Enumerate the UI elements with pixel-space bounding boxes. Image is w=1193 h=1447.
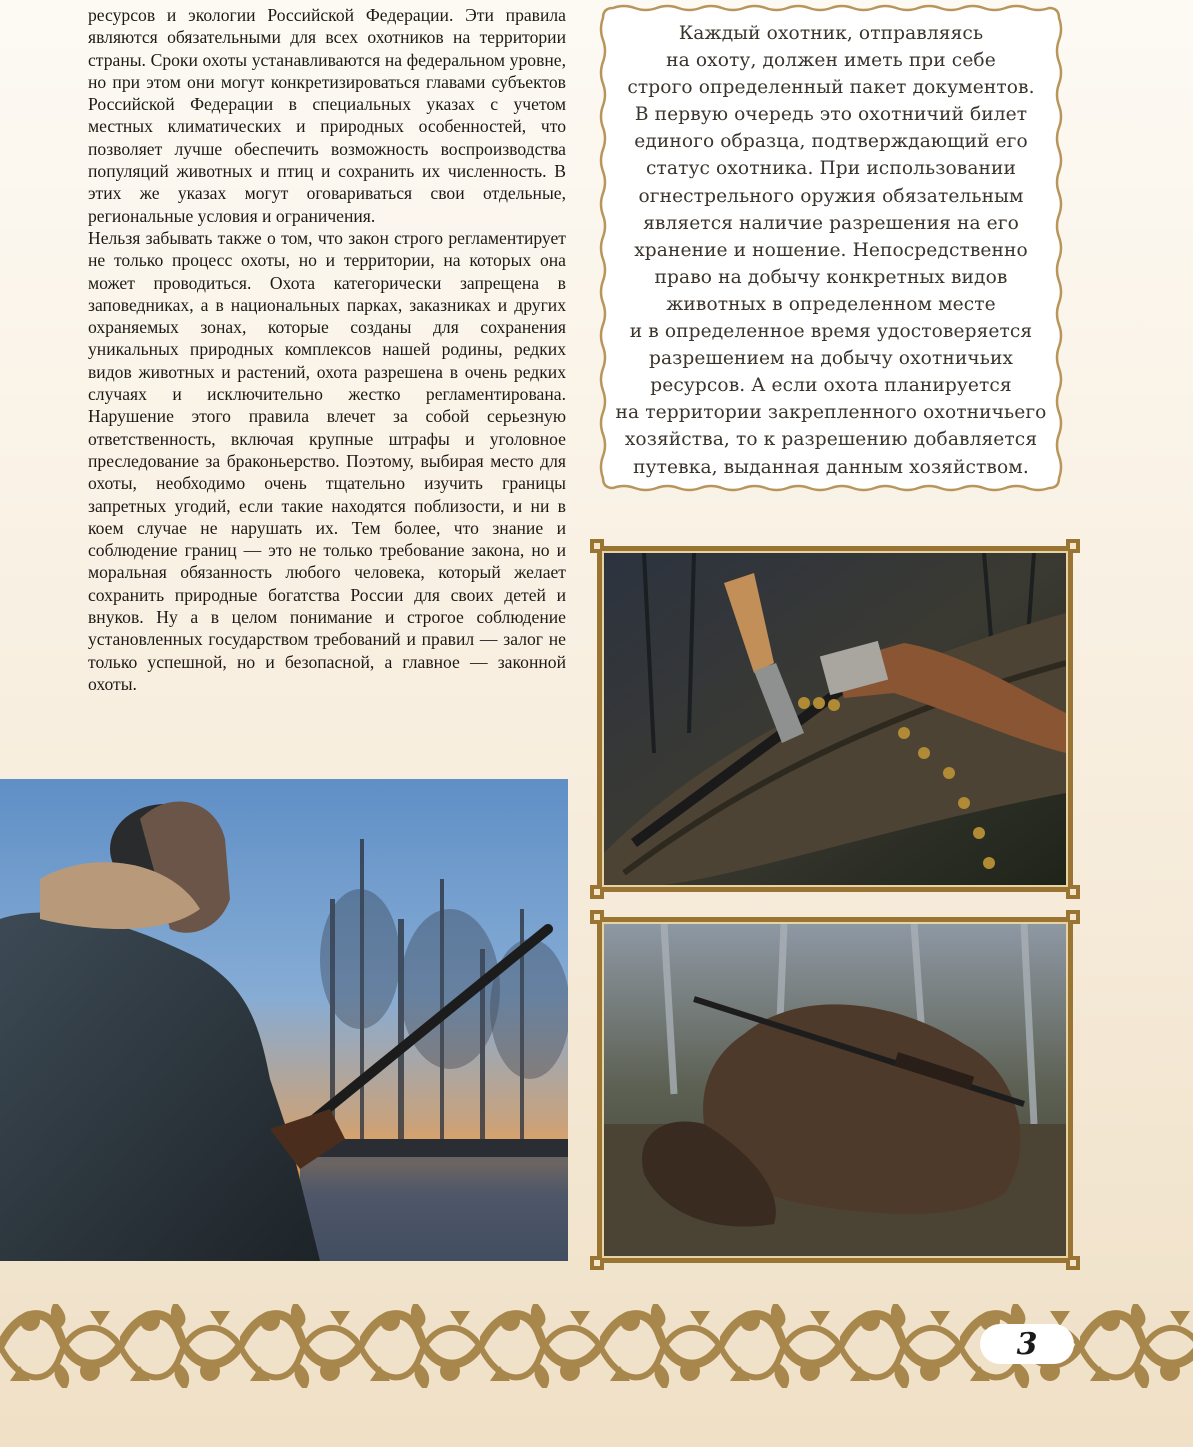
photo-knife-and-shotgun: [597, 546, 1073, 892]
photo-bear-with-rifle: [597, 917, 1073, 1263]
photo-hunter-at-sunset: [0, 779, 568, 1261]
paragraph-2: Нельзя забывать также о том, что закон строго регламентирует не только процесс охоты, но и территории, на которых она может проводиться. Охота категорически запрещена в заповедниках, а в национальных парках, заказниках и других охраняемых зонах, которые созданы для сохранения уникальных природных комплексов нашей родины, редких видов животных и растений, охота разрешена в очень редких случаях и исключительно жестко регламентирована. Нарушение этого правила влечет за собой серьезную ответственность, включая крупные штрафы и уголовное преследование за браконьерство. Поэтому, выбирая место для охоты, необходимо очень тщательно изучить границы запретных угодий, если такие находятся поблизости, и ни в коем случае не нарушать их. Тем более, что знание и соблюдение границ — это не только требование закона, но и моральная обязанность любого человека, который желает сохранить природные богатства России для своих детей и внуков. Ну а в целом понимание и строгое соблюдение установленных государством требований и правил — залог не только успешной, но и безопасной, а главное — законной охоты.: [88, 227, 566, 694]
callout-box: [597, 2, 1065, 494]
callout-text: Каждый охотник, отправляясь на охоту, должен иметь при себе строго определенный пакет документов. В первую очередь это охотничий билет единого образца, подтверждающий его статус охотника. При использовании огнестрельного оружия обязательным является наличие разрешения на его хранение и ношение. Непосредственно право на добычу конкретных видов животных в определенном месте и в определенное время удостоверяется разрешением на добычу охотничьих ресурсов. А если охота планируется на территории закрепленного охотничьего хозяйства, то к разрешению добавляется путевка, выданная данным хозяйством.: [615, 23, 1047, 478]
paragraph-1: ресурсов и экологии Российской Федерации. Эти правила являются обязательными для всех охотников на территории страны. Сроки охоты устанавливаются на федеральном уровне, но при этом они могут конкретизироваться главами субъектов Российской Федерации в специальных указах с учетом местных климатических и природных особенностей, что позволяет лучше обеспечить возможность воспроизводства популяций животных и птиц и сохранить их численность. В этих же указах могут оговариваться свои отдельные, региональные условия и ограничения.: [88, 5, 566, 226]
page-number: 3: [980, 1324, 1074, 1364]
body-text: [88, 4, 566, 695]
